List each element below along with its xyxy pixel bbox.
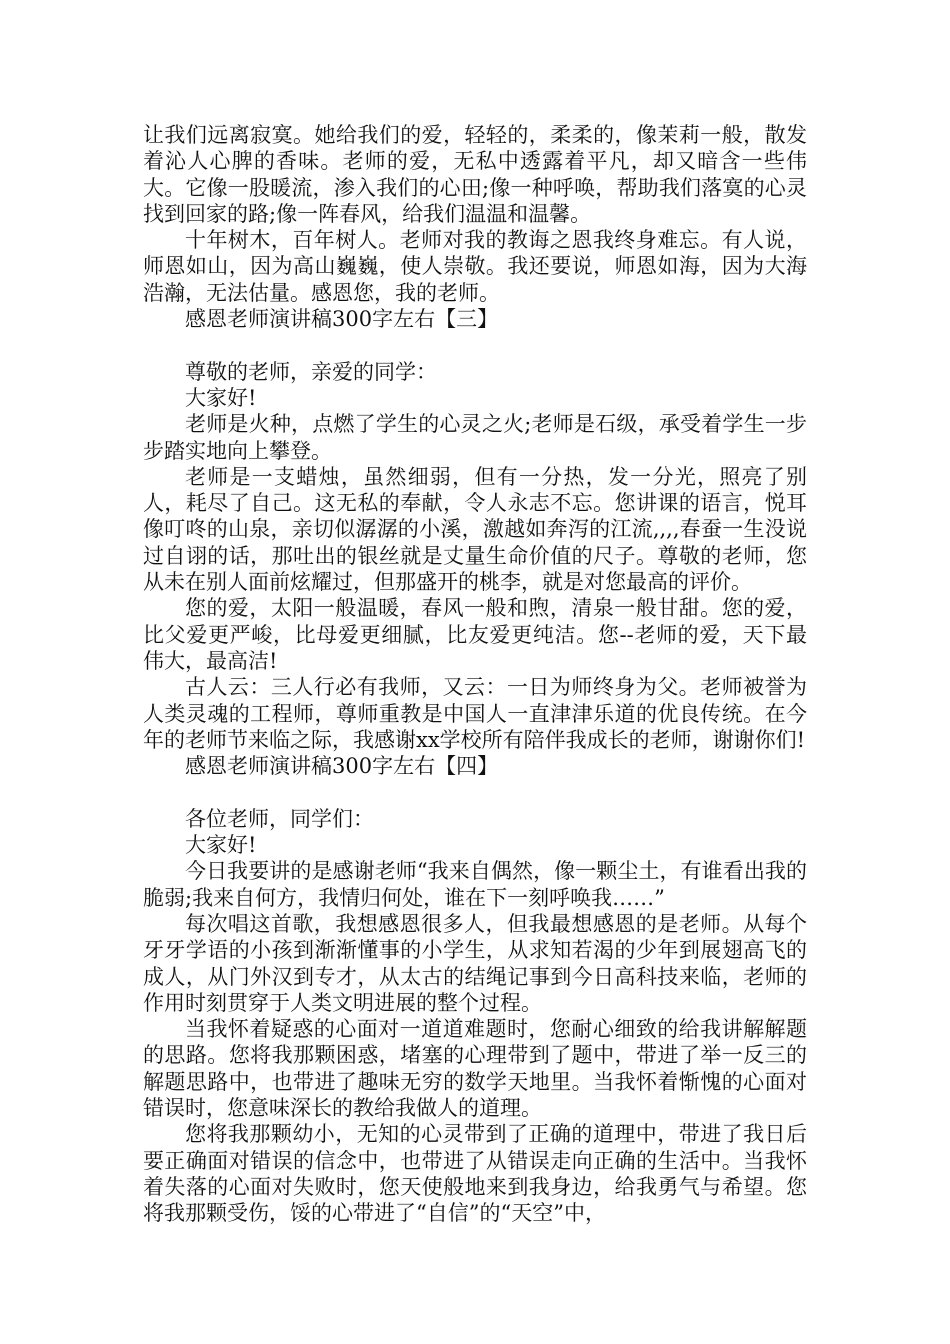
- paragraph: 当我怀着疑惑的心面对一道道难题时，您耐心细致的给我讲解解题的思路。您将我那颗困惑，堵塞的心理带到了题中，带进了举一反三的解题思路中，也带进了趣味无穷的数学天地里。当我怀着惭愧的心面对错误时，您意味深长的教给我做人的道理。: [143, 1017, 807, 1120]
- paragraph: 老师是一支蜡烛，虽然细弱，但有一分热，发一分光，照亮了别人，耗尽了自己。这无私的奉献，令人永志不忘。您讲课的语言，悦耳像叮咚的山泉，亲切似潺潺的小溪，激越如奔泻的江流,,,,春蚕一生没说过自诩的话，那吐出的银丝就是丈量生命价值的尺子。尊敬的老师，您从未在别人面前炫耀过，但那盛开的桃李，就是对您最高的评价。: [143, 464, 807, 595]
- paragraph: 今日我要讲的是感谢老师“我来自偶然，像一颗尘土，有谁看出我的脆弱;我来自何方，我情归何处，谁在下一刻呼唤我……”: [143, 859, 807, 910]
- document-body: [143, 122, 807, 1226]
- section-heading: 感恩老师演讲稿300字左右【三】: [185, 307, 499, 332]
- paragraph: 每次唱这首歌，我想感恩很多人，但我最想感恩的是老师。从每个牙牙学语的小孩到渐渐懂事的小学生，从求知若渴的少年到展翅高飞的成人，从门外汉到专才，从太古的结绳记事到今日高科技来临，老师的作用时刻贯穿于人类文明进展的整个过程。: [143, 911, 807, 1015]
- paragraph: 让我们远离寂寞。她给我们的爱，轻轻的，柔柔的，像茉莉一般，散发着沁人心脾的香味。老师的爱，无私中透露着平凡，却又暗含一些伟大。它像一股暖流，渗入我们的心田;像一种呼唤，帮助我们落寞的心灵找到回家的路;像一阵春风，给我们温温和温馨。: [143, 123, 807, 226]
- paragraph: 十年树木，百年树人。老师对我的教诲之恩我终身难忘。有人说，师恩如山，因为高山巍巍，使人崇敬。我还要说，师恩如海，因为大海浩瀚，无法估量。感恩您，我的老师。: [143, 228, 807, 305]
- blank-line: [143, 332, 807, 358]
- salutation: 尊敬的老师，亲爱的同学：: [185, 359, 437, 384]
- section-heading: 感恩老师演讲稿300字左右【四】: [185, 754, 499, 779]
- greeting: 大家好!: [185, 385, 257, 410]
- salutation: 各位老师，同学们：: [185, 806, 374, 831]
- paragraph: 您的爱，太阳一般温暖，春风一般和煦，清泉一般甘甜。您的爱，比父爱更严峻，比母爱更细腻，比友爱更纯洁。您--老师的爱，天下最伟大，最高洁!: [143, 596, 807, 673]
- greeting: 大家好!: [185, 833, 257, 858]
- blank-line: [143, 779, 807, 805]
- paragraph: 古人云：三人行必有我师，又云：一日为师终身为父。老师被誉为人类灵魂的工程师，尊师重教是中国人一直津津乐道的优良传统。在今年的老师节来临之际，我感谢xx学校所有陪伴我成长的老师，谢谢你们!: [143, 675, 807, 752]
- paragraph: 老师是火种，点燃了学生的心灵之火;老师是石级，承受着学生一步步踏实地向上攀登。: [143, 412, 807, 463]
- paragraph: 您将我那颗幼小，无知的心灵带到了正确的道理中，带进了我日后要正确面对错误的信念中，也带进了从错误走向正确的生活中。当我怀着失落的心面对失败时，您天使般地来到我身边，给我勇气与希望。您将我那颗受伤，馁的心带进了“自信”的“天空”中，: [143, 1122, 807, 1226]
